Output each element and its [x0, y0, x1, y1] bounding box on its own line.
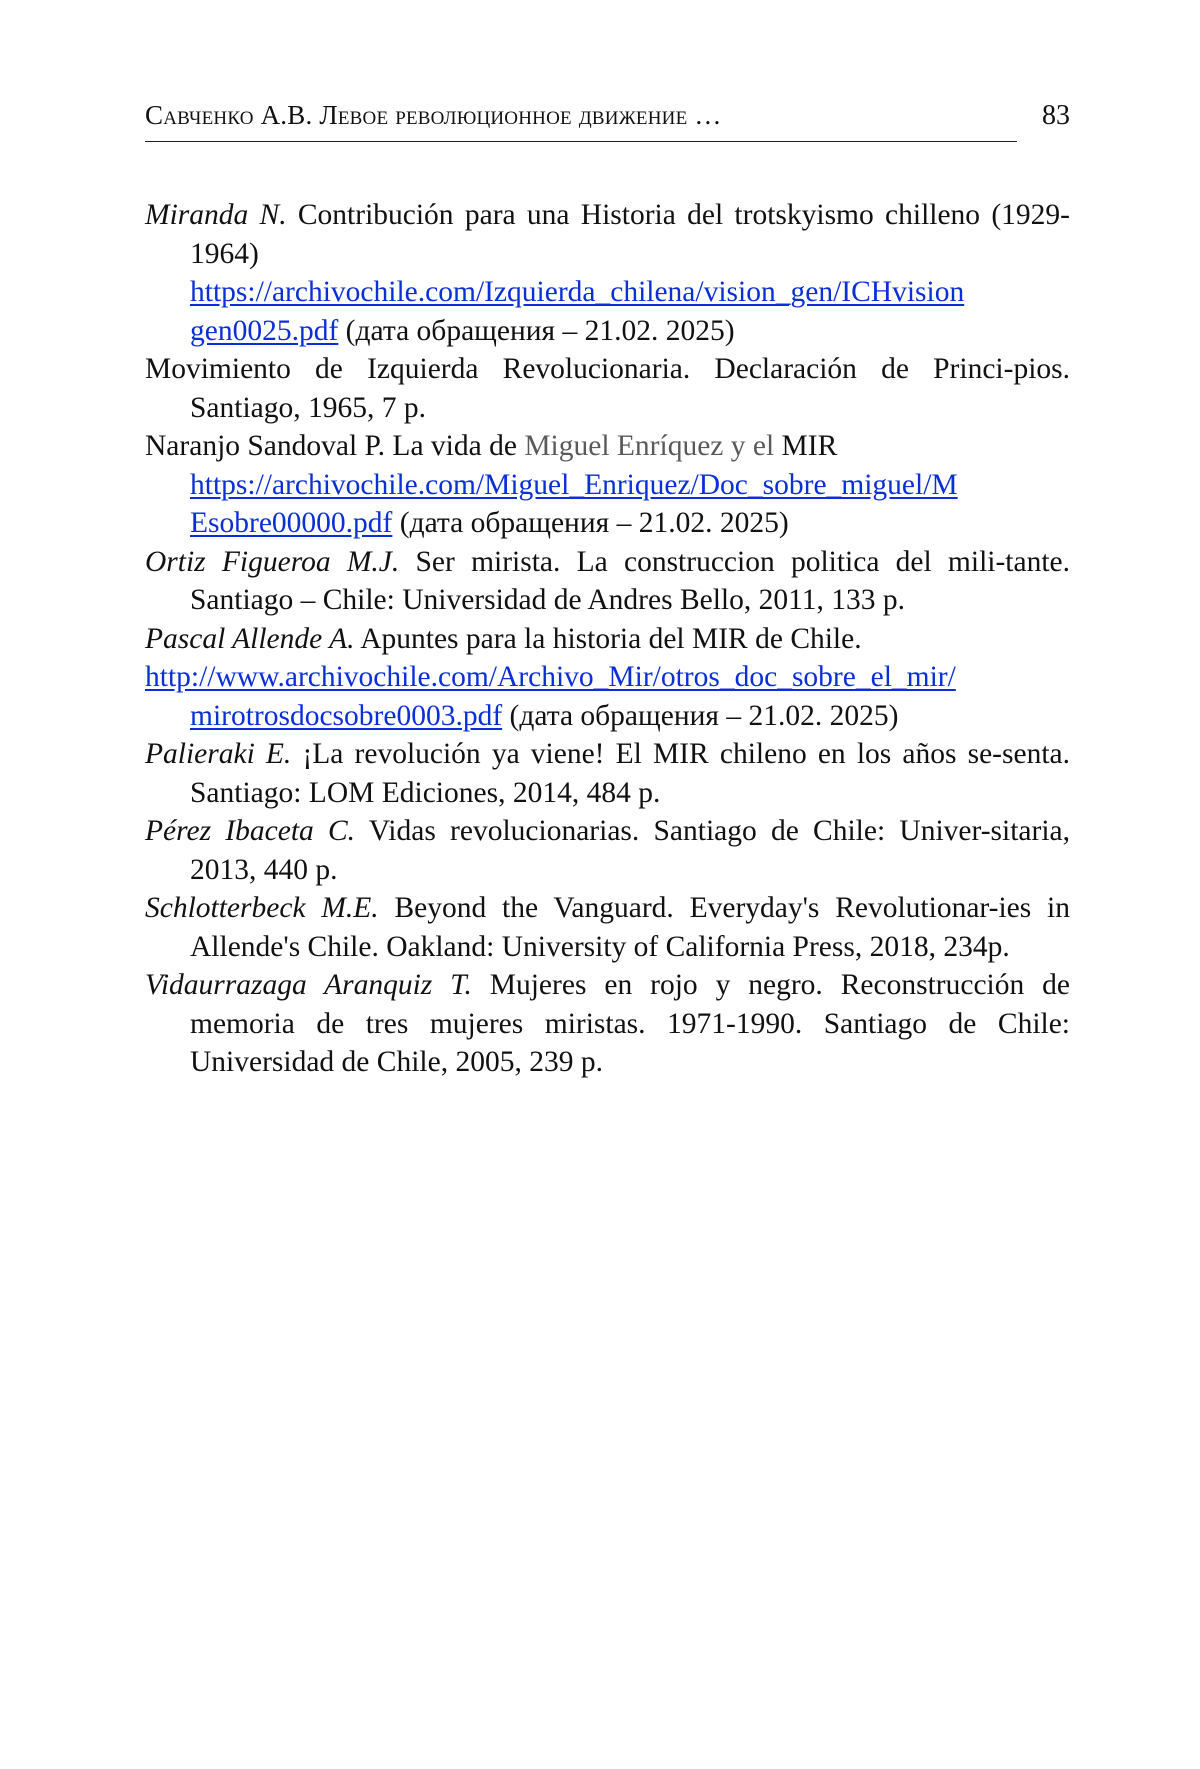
reference-author: Pérez Ibaceta C. [145, 815, 356, 847]
running-title: Савченко А.В. Левое революционное движение … [145, 100, 722, 130]
access-date: (дата обращения – 21.02. 2025) [338, 314, 735, 347]
reference-text: Ser mirista. La construccion politica del mili-tante. Santiago – Chile: Universidad de Andres Bello, 2011, 133 p. [190, 545, 1070, 616]
reference-link[interactable]: https://archivochile.com/Miguel_Enriquez/Doc_sobre_miguel/M Esobre00000.pdf [190, 468, 958, 539]
reference-author: Schlotterbeck M.E. [145, 892, 379, 924]
reference-schlotterbeck [145, 889, 1070, 966]
reference-gray-text: Miguel Enríquez y el [524, 430, 775, 462]
reference-palieraki [145, 735, 1070, 812]
access-date: (дата обращения – 21.02. 2025) [392, 507, 789, 539]
reference-text: Beyond the Vanguard. Everyday's Revolutionar-ies in Allende's Chile. Oakland: University of California Press, 2018, 234p. [190, 892, 1070, 963]
reference-text: Movimiento de Izquierda Revolucionaria. Declaración de Princi-pios. Santiago, 1965, 7 p. [145, 353, 1070, 424]
reference-naranjo [145, 427, 1070, 543]
reference-author: Vidaurrazaga Aranquiz T. [145, 969, 472, 1001]
reference-author: Miranda N. [145, 199, 287, 231]
reference-text: Naranjo Sandoval P. La vida de [145, 430, 525, 462]
reference-text: Apuntes para la historia del MIR de Chile. [354, 622, 862, 655]
reference-author: Palieraki E. [145, 738, 292, 770]
reference-link[interactable]: https://archivochile.com/Izquierda_chilena/vision_gen/ICHvision gen0025.pdf [190, 276, 965, 347]
access-date: (дата обращения – 21.02. 2025) [502, 699, 899, 732]
reference-text: Vidas revolucionarias. Santiago de Chile: Univer-sitaria, 2013, 440 p. [190, 815, 1070, 886]
reference-pascal [145, 620, 1070, 659]
reference-miranda [145, 196, 1070, 350]
reference-ortiz [145, 543, 1070, 620]
reference-text: Contribución para una Historia del trotskyismo chilleno (1929-1964) [190, 199, 1070, 270]
header-rule [145, 141, 1017, 142]
reference-text: Mujeres en rojo y negro. Reconstrucción de memoria de tres mujeres miristas. 1971-1990. Santiago de Chile: Universidad de Chile, 2005, 239 p. [190, 969, 1071, 1078]
running-header [145, 100, 1070, 144]
page-number: 83 [1042, 100, 1070, 131]
reference-author: Ortiz Figueroa M.J. [145, 545, 400, 578]
reference-link[interactable]: http://www.archivochile.com/Archivo_Mir/otros_doc_sobre_el_mir/ mirotrosdocsobre0003.pdf [145, 661, 956, 732]
reference-pascal-link [145, 658, 1070, 735]
reference-vidaurrazaga [145, 966, 1070, 1082]
reference-text: ¡La revolución ya viene! El MIR chileno en los años se-senta. Santiago: LOM Ediciones, 2014, 484 p. [190, 738, 1070, 809]
reference-text-end: MIR [774, 430, 838, 462]
reference-list [145, 196, 1070, 1082]
reference-perez [145, 812, 1070, 889]
reference-author: Pascal Allende A. [145, 622, 355, 655]
reference-movimiento [145, 350, 1070, 427]
